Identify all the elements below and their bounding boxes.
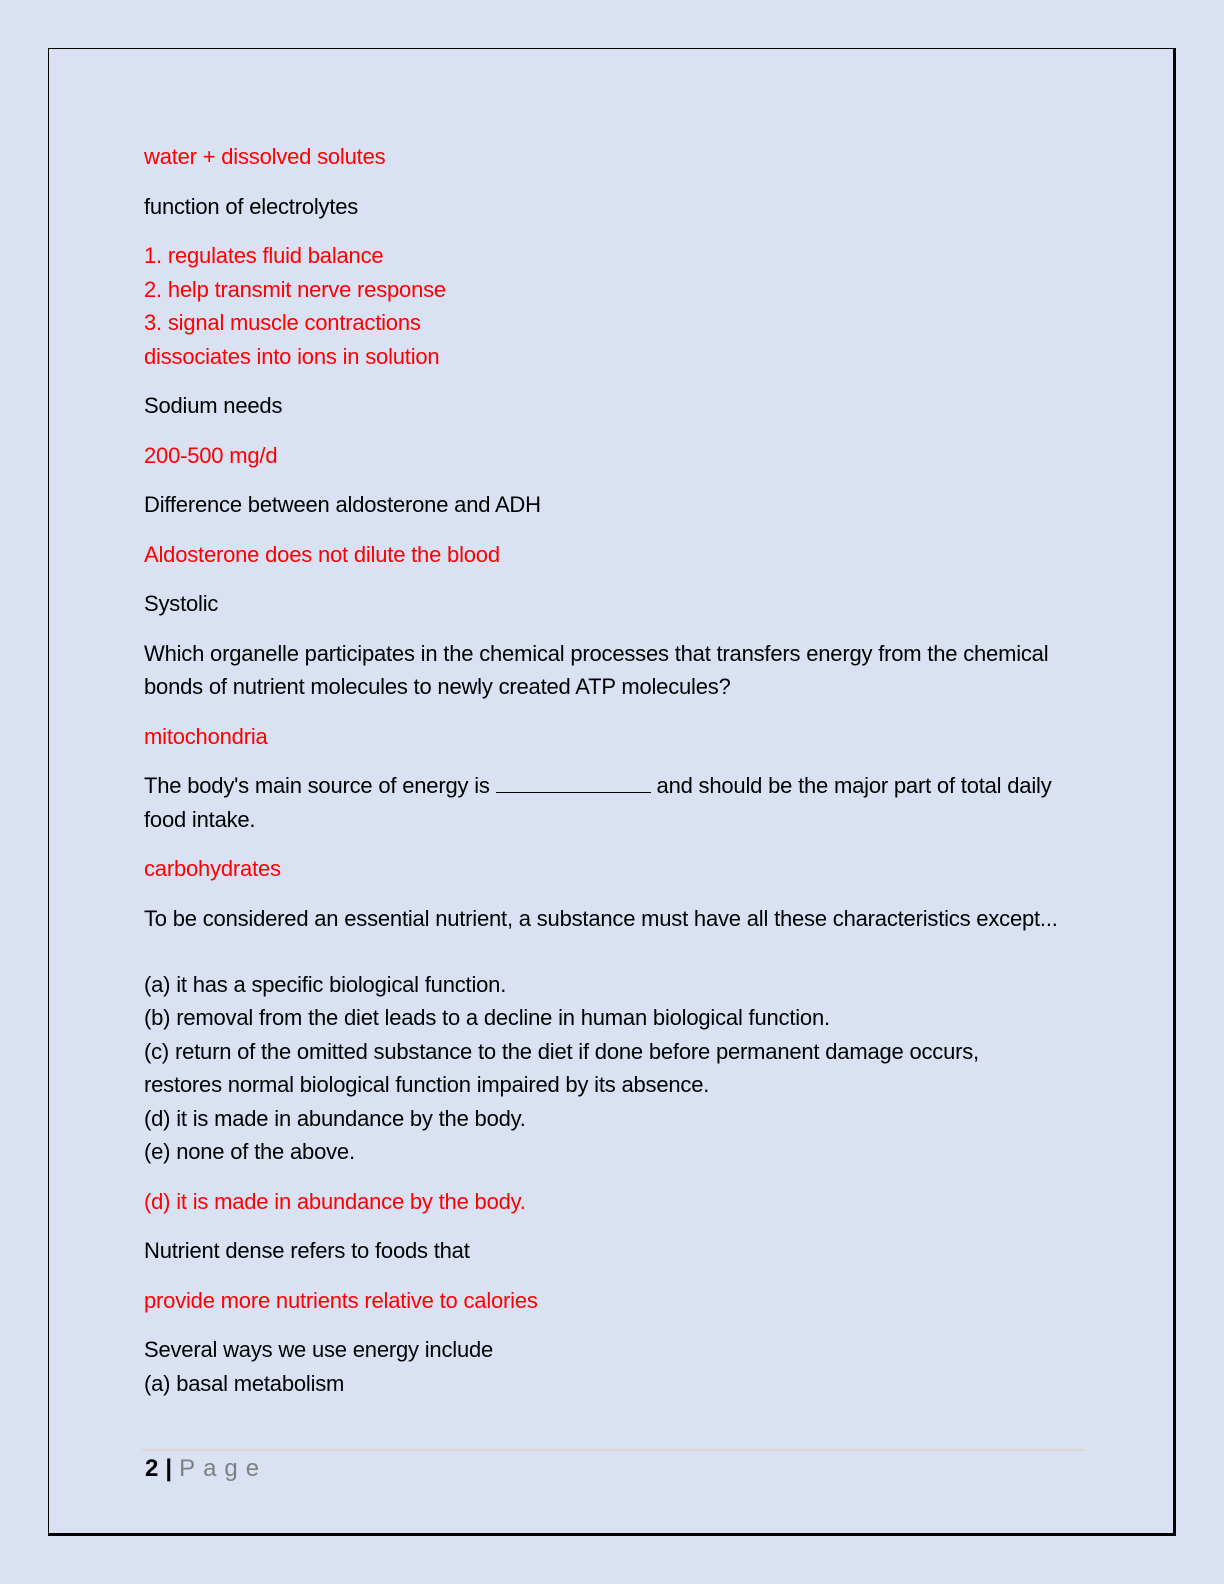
page-content (144, 140, 1134, 1416)
text-line: (e) none of the above. (144, 1139, 355, 1164)
text-line: bonds of nutrient molecules to newly created ATP molecules? (144, 674, 731, 699)
text-line: (a) it has a specific biological function. (144, 971, 507, 997)
footer-separator-line (142, 1449, 1085, 1451)
text-line: 200-500 mg/d (144, 442, 278, 468)
text-line: (b) removal from the diet leads to a decline in human biological function. (144, 1005, 830, 1030)
text-line: provide more nutrients relative to calories (144, 1287, 538, 1313)
text-line (144, 769, 1134, 803)
text-segment: and should be the major part of total daily (650, 773, 1052, 798)
fill-in-blank (496, 790, 651, 793)
question-paragraph (144, 902, 1134, 936)
text-segment: The body's main source of energy is (144, 773, 496, 798)
answer-paragraph (144, 1284, 1134, 1318)
text-line: function of electrolytes (144, 193, 359, 219)
question-paragraph (144, 1234, 1134, 1268)
text-line: Nutrient dense refers to foods that (144, 1238, 470, 1263)
text-line: restores normal biological function impaired by its absence. (144, 1072, 710, 1097)
question-paragraph (144, 587, 1134, 621)
text-line: water + dissolved solutes (144, 144, 386, 169)
text-line: Systolic (144, 591, 219, 616)
footer-page-label: Page (179, 1455, 268, 1482)
text-line: mitochondria (144, 723, 268, 749)
answer-paragraph (144, 1185, 1134, 1219)
answer-paragraph (144, 720, 1134, 754)
question-paragraph (144, 968, 1134, 1169)
text-line: (d) it is made in abundance by the body. (144, 1105, 526, 1131)
answer-paragraph (144, 538, 1134, 572)
text-line: Several ways we use energy include (144, 1337, 494, 1362)
answer-paragraph (144, 239, 1134, 373)
text-line: (c) return of the omitted substance to the diet if done before permanent damage occurs, (144, 1038, 979, 1064)
text-line: dissociates into ions in solution (144, 343, 440, 369)
answer-paragraph (144, 140, 1134, 174)
text-line: (a) basal metabolism (144, 1370, 345, 1396)
text-line: 2. help transmit nerve response (144, 276, 446, 302)
footer-page-number: 2 (145, 1455, 159, 1482)
text-line: carbohydrates (144, 856, 281, 881)
text-line: food intake. (144, 806, 256, 832)
page-footer (145, 1455, 267, 1483)
text-line: Which organelle participates in the chemical processes that transfers energy from the chemical (144, 640, 1049, 666)
text-line: Sodium needs (144, 393, 283, 418)
question-paragraph (144, 637, 1134, 704)
text-line: 1. regulates fluid balance (144, 243, 384, 268)
text-line: Difference between aldosterone and ADH (144, 492, 541, 517)
question-paragraph (144, 190, 1134, 224)
answer-paragraph (144, 852, 1134, 886)
text-line: To be considered an essential nutrient, a substance must have all these characteristics except... (144, 905, 1058, 931)
question-paragraph (144, 769, 1134, 836)
question-paragraph (144, 1333, 1134, 1400)
answer-paragraph (144, 439, 1134, 473)
text-line: 3. signal muscle contractions (144, 310, 421, 335)
question-paragraph (144, 488, 1134, 522)
text-line: (d) it is made in abundance by the body. (144, 1188, 526, 1214)
text-line: Aldosterone does not dilute the blood (144, 541, 500, 567)
footer-separator-bar: | (165, 1455, 173, 1482)
question-paragraph (144, 389, 1134, 423)
